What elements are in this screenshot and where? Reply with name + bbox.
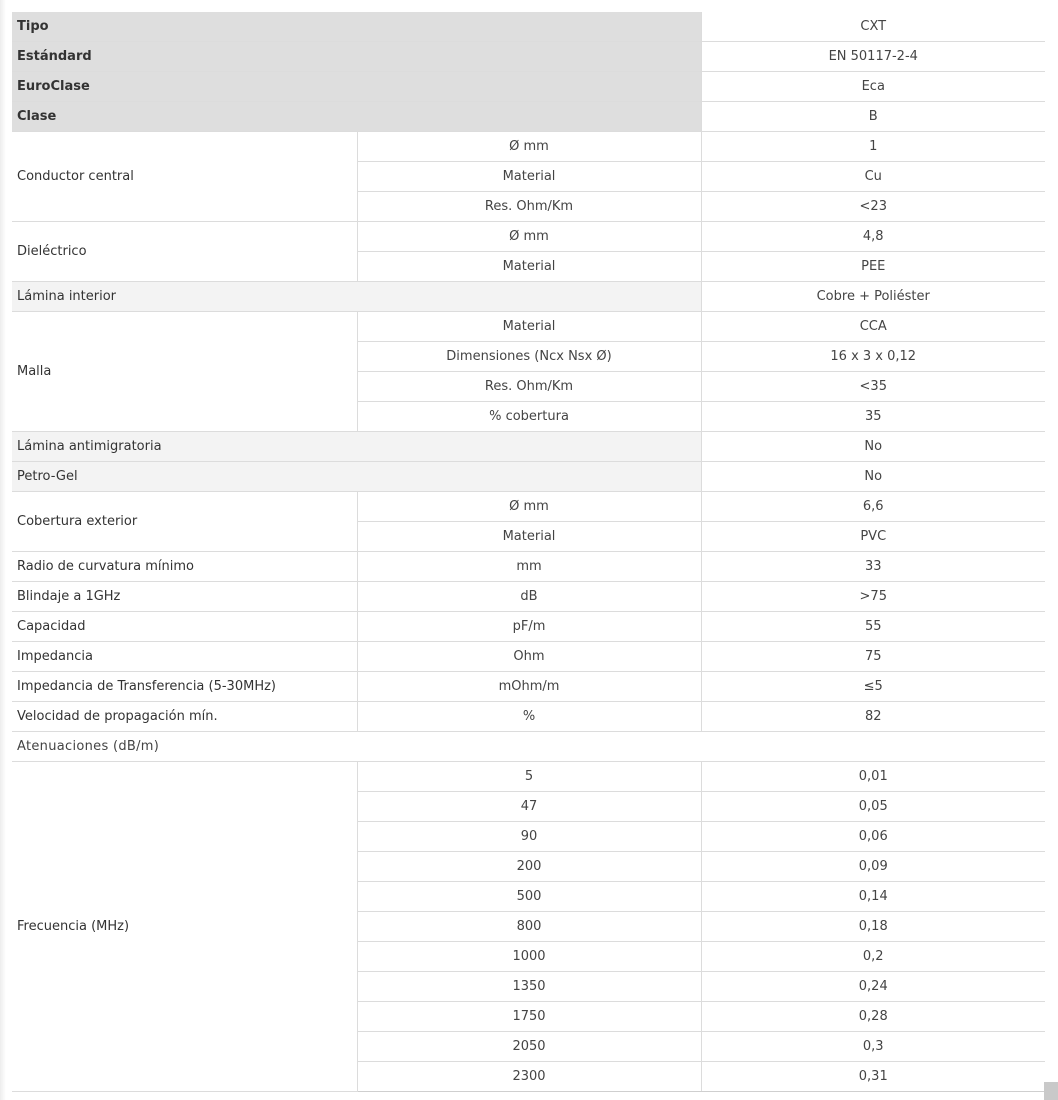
row-value: 75 — [701, 642, 1045, 672]
row-value: PVC — [701, 522, 1045, 552]
attenuation-cell: 0,28 — [701, 1002, 1045, 1032]
table-row — [12, 492, 1045, 522]
freq-cell: 47 — [357, 792, 701, 822]
row-unit: Ø mm — [357, 492, 701, 522]
table-row — [12, 672, 1045, 702]
row-value: 82 — [701, 702, 1045, 732]
page-left-edge — [0, 0, 6, 1100]
row-label: Impedancia — [12, 642, 357, 672]
row-label-euroclase: EuroClase — [12, 72, 701, 102]
row-value-euroclase: Eca — [701, 72, 1045, 102]
table-row — [12, 42, 1045, 72]
row-value: ≤5 — [701, 672, 1045, 702]
freq-cell: 1000 — [357, 942, 701, 972]
row-value-lamina-antimigratoria: No — [701, 432, 1045, 462]
row-label-lamina-interior: Lámina interior — [12, 282, 701, 312]
row-label-estandard: Estándard — [12, 42, 701, 72]
row-value: <35 — [701, 372, 1045, 402]
row-label-tipo: Tipo — [12, 12, 701, 42]
row-value: PEE — [701, 252, 1045, 282]
row-value-tipo: CXT — [701, 12, 1045, 42]
table-row — [12, 702, 1045, 732]
row-label: Radio de curvatura mínimo — [12, 552, 357, 582]
row-label-lamina-antimigratoria: Lámina antimigratoria — [12, 432, 701, 462]
row-unit: pF/m — [357, 612, 701, 642]
attenuation-cell: 0,24 — [701, 972, 1045, 1002]
row-unit: mOhm/m — [357, 672, 701, 702]
row-label-frecuencia: Frecuencia (MHz) — [12, 762, 357, 1092]
row-value: 35 — [701, 402, 1045, 432]
freq-cell: 90 — [357, 822, 701, 852]
table-row — [12, 102, 1045, 132]
attenuation-cell: 0,3 — [701, 1032, 1045, 1062]
row-value: 4,8 — [701, 222, 1045, 252]
row-unit: % cobertura — [357, 402, 701, 432]
row-unit: Ø mm — [357, 222, 701, 252]
row-value-petro-gel: No — [701, 462, 1045, 492]
table-row — [12, 552, 1045, 582]
row-unit: Material — [357, 252, 701, 282]
row-value-lamina-interior: Cobre + Poliéster — [701, 282, 1045, 312]
freq-cell: 800 — [357, 912, 701, 942]
attenuation-cell: 0,09 — [701, 852, 1045, 882]
row-unit: Ohm — [357, 642, 701, 672]
resize-handle[interactable] — [1044, 1082, 1058, 1100]
attenuation-cell: 0,05 — [701, 792, 1045, 822]
row-unit: Res. Ohm/Km — [357, 192, 701, 222]
attenuation-cell: 0,18 — [701, 912, 1045, 942]
table-row — [12, 432, 1045, 462]
table-row — [12, 612, 1045, 642]
table-row — [12, 282, 1045, 312]
row-label-clase: Clase — [12, 102, 701, 132]
attenuation-cell: 0,2 — [701, 942, 1045, 972]
table-row — [12, 132, 1045, 162]
freq-cell: 5 — [357, 762, 701, 792]
row-value: 1 — [701, 132, 1045, 162]
row-label: Velocidad de propagación mín. — [12, 702, 357, 732]
row-unit: Dimensiones (Ncx Nsx Ø) — [357, 342, 701, 372]
row-value: Cu — [701, 162, 1045, 192]
table-row — [12, 462, 1045, 492]
freq-cell: 1350 — [357, 972, 701, 1002]
row-unit: Material — [357, 312, 701, 342]
row-value: <23 — [701, 192, 1045, 222]
freq-cell: 2050 — [357, 1032, 701, 1062]
row-value: 55 — [701, 612, 1045, 642]
attenuation-cell: 0,14 — [701, 882, 1045, 912]
row-label-malla: Malla — [12, 312, 357, 432]
attenuation-cell: 0,31 — [701, 1062, 1045, 1092]
attenuation-cell: 0,06 — [701, 822, 1045, 852]
spec-table — [12, 12, 1045, 1092]
row-unit: Ø mm — [357, 132, 701, 162]
row-value-estandard: EN 50117-2-4 — [701, 42, 1045, 72]
row-value: 6,6 — [701, 492, 1045, 522]
row-label: Capacidad — [12, 612, 357, 642]
attenuation-cell: 0,01 — [701, 762, 1045, 792]
table-row — [12, 72, 1045, 102]
table-row — [12, 642, 1045, 672]
table-row — [12, 582, 1045, 612]
row-unit: % — [357, 702, 701, 732]
row-value: 33 — [701, 552, 1045, 582]
row-label-petro-gel: Petro-Gel — [12, 462, 701, 492]
table-row — [12, 12, 1045, 42]
row-unit: Material — [357, 162, 701, 192]
table-row — [12, 762, 1045, 792]
row-label-conductor: Conductor central — [12, 132, 357, 222]
row-unit: Res. Ohm/Km — [357, 372, 701, 402]
row-unit: dB — [357, 582, 701, 612]
table-row — [12, 312, 1045, 342]
freq-cell: 500 — [357, 882, 701, 912]
row-label-dielectrico: Dieléctrico — [12, 222, 357, 282]
row-value-clase: B — [701, 102, 1045, 132]
freq-cell: 2300 — [357, 1062, 701, 1092]
row-unit: mm — [357, 552, 701, 582]
section-row — [12, 732, 1045, 762]
row-label-cobertura: Cobertura exterior — [12, 492, 357, 552]
row-label: Blindaje a 1GHz — [12, 582, 357, 612]
section-title-atenuaciones: Atenuaciones (dB/m) — [12, 732, 1045, 762]
row-value: CCA — [701, 312, 1045, 342]
freq-cell: 1750 — [357, 1002, 701, 1032]
table-row — [12, 222, 1045, 252]
freq-cell: 200 — [357, 852, 701, 882]
row-unit: Material — [357, 522, 701, 552]
row-value: >75 — [701, 582, 1045, 612]
row-label: Impedancia de Transferencia (5-30MHz) — [12, 672, 357, 702]
row-value: 16 x 3 x 0,12 — [701, 342, 1045, 372]
